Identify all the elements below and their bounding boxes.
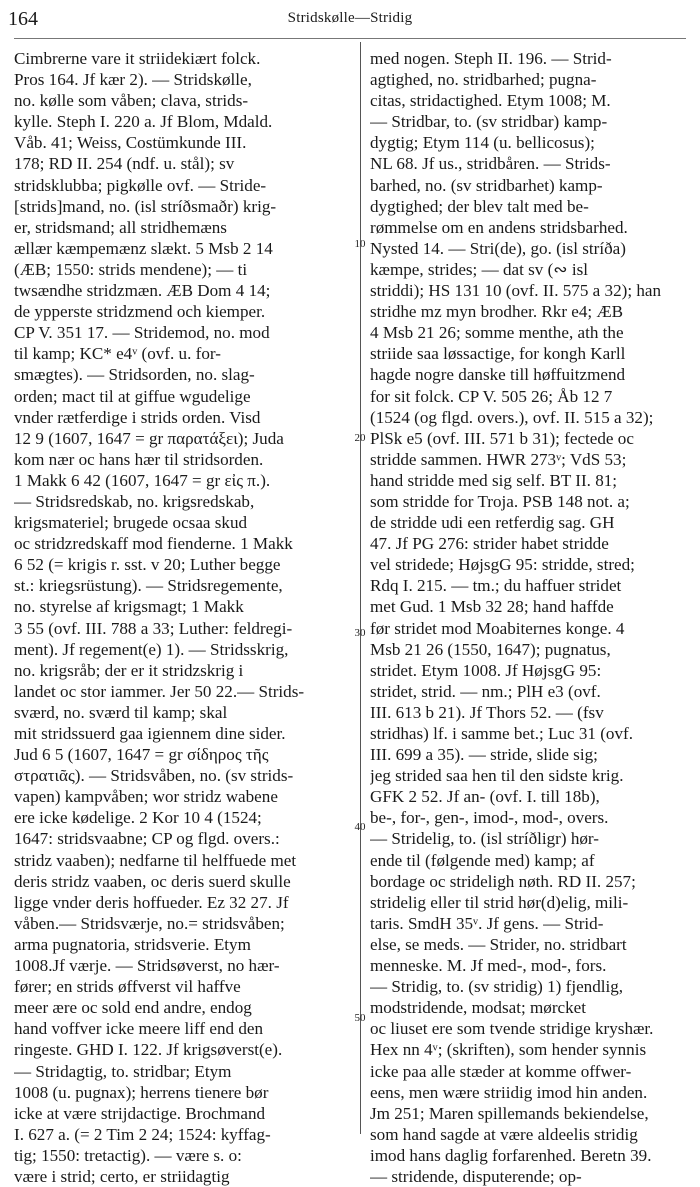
text-line: tig; 1550: tretactig). — være s. o: (14, 1145, 242, 1165)
text-line: vnder rætferdige i strids orden. Visd (14, 407, 261, 427)
text-line: smægtes). — Stridsorden, no. slag- (14, 365, 255, 385)
text-line: Våb. 41; Weiss, Costümkunde III. (14, 133, 247, 153)
text-line: PlSk e5 (ovf. III. 571 b 31); fectede oc (370, 428, 634, 448)
text-line: stridhas) lf. i samme bet.; Luc 31 (ovf. (370, 724, 633, 743)
text-line: III. 613 b 21). Jf Thors 52. — (fsv (370, 702, 604, 722)
text-line: rømmelse om en andens stridsbarhed. (370, 217, 628, 237)
text-line: oc stridzredskaff mod fienderne. 1 Makk (14, 534, 293, 554)
text-line: dygtighed; der blev talt med be- (370, 196, 589, 216)
text-line: 1008 (u. pugnax); herrens tienere bør (14, 1082, 269, 1102)
text-line: Msb 21 26 (1550, 1647); pugnatus, (370, 639, 611, 659)
text-line: til kamp; KC* e4ᵛ (ovf. u. for- (14, 344, 221, 364)
line-number: 40 (354, 821, 366, 833)
text-line: stridz vaaben); nedfarne til helffuede met (14, 850, 297, 870)
text-line: stridhe mz myn brodher. Rkr e4; ÆB (370, 302, 624, 322)
text-line: striide saa løssactige, for kongh Karll (370, 344, 626, 364)
text-line: ment). Jf regement(e) 1). — Stridsskrig, (14, 639, 289, 659)
text-line: krigsmateriel; brugede ocsaa skud (14, 513, 248, 533)
text-line: else, se meds. — Strider, no. stridbart (370, 934, 627, 954)
text-line: st.: kriegsrüstung). — Stridsregemente, (14, 576, 283, 596)
text-line: være i strid; certo, er striidagtig (14, 1166, 230, 1186)
line-number: 30 (354, 627, 366, 639)
text-line: ende til (følgende med) kamp; af (370, 850, 595, 870)
text-line: — Stridsredskab, no. krigsredskab, (14, 491, 255, 511)
text-line: 3 55 (ovf. III. 788 a 33; Luther: feldregi- (14, 618, 293, 638)
text-line: no. styrelse af krigsmagt; 1 Makk (14, 597, 244, 617)
text-line: stridet. Etym 1008. Jf HøjsgG 95: (370, 660, 602, 680)
text-line: 47. Jf PG 276: strider habet stridde (370, 534, 609, 554)
text-line: kom nær oc hans hær til stridsorden. (14, 449, 264, 469)
text-line: Jud 6 5 (1607, 1647 = gr σίδηρος τῆς (14, 745, 269, 765)
text-line: kylle. Steph I. 220 a. Jf Blom, Mdald. (14, 112, 273, 132)
text-line: — stridende, disputerende; op- (370, 1166, 582, 1186)
text-line: fører; en strids øffverst vil haffve (14, 977, 241, 997)
page-number: 164 (8, 8, 38, 30)
text-line: 4 Msb 21 26; somme menthe, ath the (370, 323, 624, 343)
text-line: vapen) kampvåben; wor stridz wabene (14, 787, 278, 807)
column-divider (360, 42, 361, 1134)
text-line: (ÆB; 1550: strids mendene); — ti (14, 259, 248, 279)
text-line: kæmpe, strides; — dat sv (∾ isl (370, 259, 589, 279)
text-line: vel stridede; HøjsgG 95: stridde, stred; (370, 555, 635, 575)
text-line: citas, stridactighed. Etym 1008; M. (370, 91, 611, 111)
text-line: menneske. M. Jf med-, mod-, fors. (370, 956, 607, 976)
text-line: 1647: stridsvaabne; CP og flgd. overs.: (14, 829, 280, 849)
text-line: striddi); HS 131 10 (ovf. II. 575 a 32); han (370, 281, 662, 301)
text-line: icke paa alle stæder at komme offwer- (370, 1061, 632, 1081)
text-line: barhed, no. (sv stridbarhet) kamp- (370, 175, 603, 195)
text-line: bordage oc strideligh nøth. RD II. 257; (370, 871, 636, 891)
right-column (370, 48, 696, 1187)
text-line: ere icke kødelige. 2 Kor 10 4 (1524; (14, 808, 262, 828)
text-line: στρατιᾶς). — Stridsvåben, no. (sv strids- (14, 766, 294, 786)
text-line: taris. SmdH 35ᵛ. Jf gens. — Strid- (370, 913, 604, 933)
text-line: — Stridelig, to. (isl stríðligr) hør- (370, 829, 599, 849)
text-line: deris stridz vaaben, oc deris suerd skulle (14, 871, 291, 891)
text-line: de stridde udi een retferdig sag. GH (370, 513, 615, 533)
left-column (14, 48, 352, 1187)
text-line: landet oc stor iammer. Jer 50 22.— Strids- (14, 681, 305, 701)
text-line: — Stridig, to. (sv stridig) 1) fjendlig, (370, 977, 624, 997)
text-line: Hex nn 4ᵛ; (skriften), som hender synnis (370, 1040, 647, 1060)
text-line: agtighed, no. stridbarhed; pugna- (370, 70, 597, 90)
text-line: våben.— Stridsværje, no.= stridsvåben; (14, 913, 285, 933)
text-line: stridelig eller til strid hør(d)elig, mili- (370, 892, 629, 912)
text-line: meer ære oc sold end andre, endog (14, 998, 252, 1018)
running-head: Stridskølle—Stridig (287, 10, 413, 26)
text-line: oc liuset ere som tvende stridige kryshær. (370, 1019, 654, 1039)
text-line: stridde sammen. HWR 273ᵛ; VdS 53; (370, 449, 627, 469)
text-line: er, stridsmand; all stridhemæns (14, 217, 227, 237)
text-line: (1524 (og flgd. overs.), ovf. II. 515 a 32); (370, 407, 654, 427)
text-line: no. krigsråb; der er it stridzskrig i (14, 660, 244, 680)
text-line: I. 627 a. (= 2 Tim 2 24; 1524: kyffag- (14, 1124, 271, 1144)
line-number: 50 (354, 1012, 366, 1024)
text-line: 12 9 (1607, 1647 = gr παρατάξει); Juda (14, 428, 284, 448)
text-line: de ypperste stridzmend och kiemper. (14, 302, 266, 322)
text-line: stridsklubba; pigkølle ovf. — Stride- (14, 175, 267, 195)
text-line: stridet, strid. — nm.; PlH e3 (ovf. (370, 681, 601, 701)
text-line: 178; RD II. 254 (ndf. u. stål); sv (14, 154, 235, 174)
text-line: [strids]mand, no. (isl stríðsmaðr) krig- (14, 196, 277, 216)
text-line: som stridde for Troja. PSB 148 not. a; (370, 491, 630, 511)
text-line: hand voffver icke meere liff end den (14, 1019, 264, 1039)
text-line: sværd, no. sværd til kamp; skal (14, 702, 228, 722)
text-line: Nysted 14. — Stri(de), go. (isl stríða) (370, 238, 626, 258)
text-line: CP V. 351 17. — Stridemod, no. mod (14, 323, 270, 343)
text-line: hand stridde med sig self. BT II. 81; (370, 470, 618, 490)
text-line: — Stridbar, to. (sv stridbar) kamp- (370, 112, 608, 132)
line-number: 20 (354, 432, 366, 444)
text-line: Rdq I. 215. — tm.; du haffuer stridet (370, 576, 622, 596)
text-line: NL 68. Jf us., stridbåren. — Strids- (370, 154, 611, 174)
header-rule (14, 38, 686, 39)
text-line: som hand sagde at være aldeelis stridig (370, 1124, 638, 1144)
text-line: med nogen. Steph II. 196. — Strid- (370, 49, 612, 68)
text-line: arma pugnatoria, stridsverie. Etym (14, 934, 251, 954)
text-line: — Stridagtig, to. stridbar; Etym (14, 1061, 232, 1081)
line-number: 10 (354, 238, 366, 250)
text-line: met Gud. 1 Msb 32 28; hand haffde (370, 597, 614, 617)
text-line: hagde nogre danske till høffuitzmend (370, 365, 626, 385)
text-line: eens, men wære striidig imod hin anden. (370, 1082, 648, 1102)
text-line: jeg strided saa hen til den sidste krig. (370, 766, 624, 786)
text-line: orden; mact til at giffue wgudelige (14, 386, 251, 406)
text-line: twsændhe stridzmæn. ÆB Dom 4 14; (14, 281, 271, 301)
text-line: GFK 2 52. Jf an- (ovf. I. till 18b), (370, 787, 600, 807)
text-line: ligge vnder deris hoffueder. Ez 32 27. Jf (14, 892, 289, 912)
text-line: III. 699 a 35). — stride, slide sig; (370, 745, 598, 765)
text-line: be-, for-, gen-, imod-, mod-, overs. (370, 808, 609, 828)
text-line: mit stridssuerd gaa igiennem dine sider. (14, 724, 286, 743)
text-line: dygtig; Etym 114 (u. bellicosus); (370, 133, 595, 153)
text-line: Pros 164. Jf kær 2). — Stridskølle, (14, 70, 252, 90)
text-line: 6 52 (= krigis r. sst. v 20; Luther begge (14, 555, 281, 575)
text-line: icke at være strijdactige. Brochmand (14, 1103, 266, 1123)
text-line: 1 Makk 6 42 (1607, 1647 = gr εἰς π.). (14, 470, 271, 490)
text-line: Cimbrerne vare it striidekiært folck. (14, 49, 261, 68)
text-line: for sit folck. CP V. 505 26; Åb 12 7 (370, 386, 613, 406)
text-line: ællær kæmpemænz slækt. 5 Msb 2 14 (14, 238, 273, 258)
text-line: før stridet mod Moabiternes konge. 4 (370, 618, 625, 638)
text-line: ringeste. GHD I. 122. Jf krigsøverst(e). (14, 1040, 283, 1060)
text-line: 1008.Jf værje. — Stridsøverst, no hær- (14, 956, 280, 976)
text-line: modstridende, modsat; mørcket (370, 998, 587, 1018)
text-line: no. kølle som våben; clava, strids- (14, 91, 249, 111)
text-line: imod hans daglig forfarenhed. Beretn 39. (370, 1145, 652, 1165)
text-line: Jm 251; Maren spillemands bekiendelse, (370, 1103, 649, 1123)
